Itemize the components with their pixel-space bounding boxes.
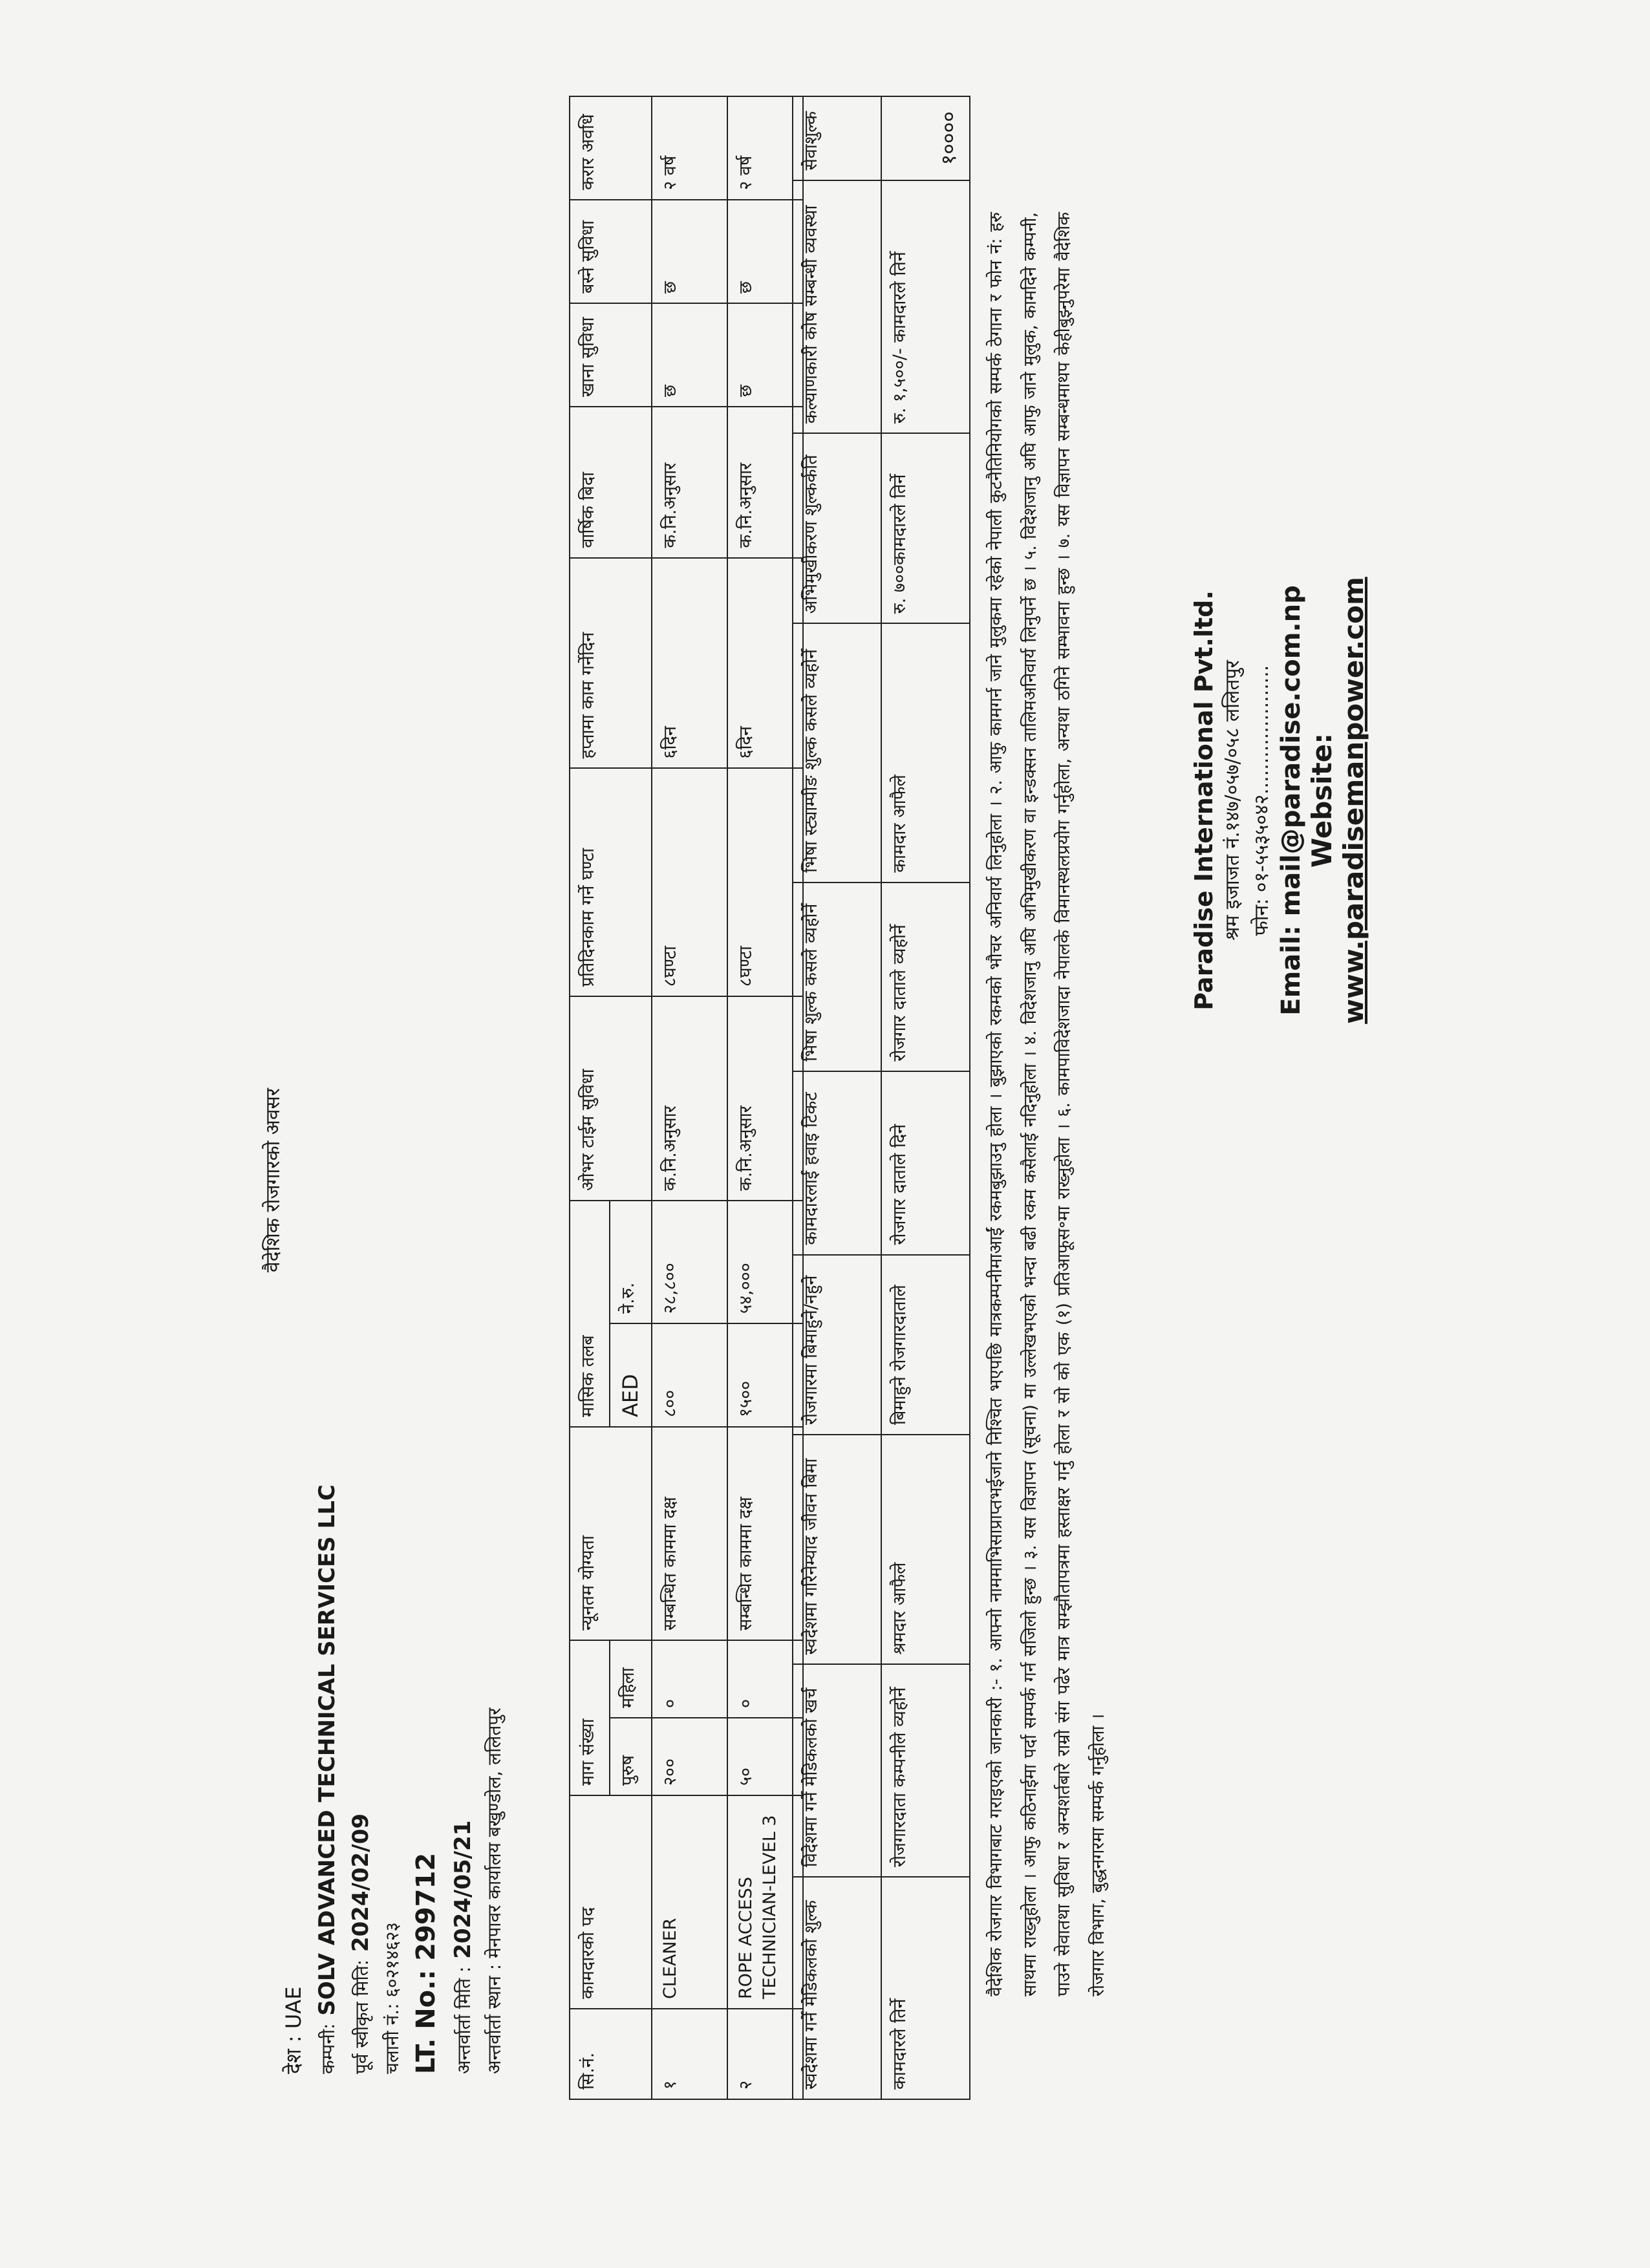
header-overtime: ओभर टाईम सुविधा — [570, 996, 652, 1201]
cell-aed: ८०० — [652, 1323, 727, 1427]
cell-food: छ — [652, 303, 727, 407]
cell-overtime: क.नि.अनुसार — [652, 996, 727, 1201]
cell-qualification: सम्बन्धित काममा दक्ष — [652, 1427, 727, 1640]
cell-annual-leave: क.नि.अनुसार — [652, 407, 727, 558]
agency-email[interactable]: Email: mail@paradise.com.np — [1276, 585, 1306, 1016]
fee-header-visa-stamping: भिषा स्ट्याम्पीङ शुल्क कसले व्यहोर्ने — [793, 623, 881, 882]
cell-contract: २ वर्ष — [727, 96, 803, 200]
fee-header-foreign-medical: विदेशमा गर्ने मेडिकलको खर्च — [793, 1664, 881, 1877]
agency-website-line — [1306, 509, 1369, 1091]
header-female: महिला — [610, 1640, 652, 1718]
header-qualification: न्यूनतम योग्यता — [570, 1427, 652, 1640]
interview-date: 2024/05/21 — [450, 1820, 477, 1959]
header-demand: माग संख्या — [570, 1640, 610, 1795]
lt-number: LT. No.: 299712 — [411, 1852, 442, 2074]
header-salary: मासिक तलब — [570, 1201, 610, 1427]
fee-employment-insurance: बिमाहुने रोजगारदाताले — [881, 1255, 970, 1435]
header-annual-leave: वार्षिक बिदा — [570, 407, 652, 558]
cell-sn: १ — [652, 2009, 727, 2099]
header-food: खाना सुविधा — [570, 303, 652, 407]
cell-overtime: क.नि.अनुसार — [727, 996, 803, 1201]
fee-local-medical: कामदारले तिर्ने — [881, 1877, 970, 2099]
header-male: पुरुष — [610, 1718, 652, 1795]
agency-license: श्रम इजाजत नं.१४७/०५७/०५८ ललितपुर — [1221, 660, 1244, 941]
cell-male: ५० — [727, 1718, 803, 1795]
table-row — [652, 96, 727, 2099]
approval-label: पूर्व स्वीकृत मिति: — [351, 1959, 373, 2074]
agency-phone: फोन: ०१-५५३५०४२..................... — [1250, 665, 1273, 936]
fee-header-service-charge: सेवाशुल्क — [793, 96, 881, 180]
fees-value-row — [881, 96, 970, 2099]
page-heading: वैदेशिक रोजगारको अवसर — [262, 1087, 284, 1272]
header-daily-hours: प्रतिदिनकाम गर्ने घण्टा — [570, 768, 652, 996]
job-meta — [278, 1484, 508, 2074]
interview-date-line — [446, 1484, 480, 2074]
fee-visa-stamping: कामदार आफैले — [881, 623, 970, 882]
cell-npr: ५४,००० — [727, 1201, 803, 1323]
cell-weekly-days: ६दिन — [727, 558, 803, 769]
table-header-row — [570, 96, 610, 2099]
approval-line — [344, 1484, 378, 2074]
cell-female: ० — [727, 1640, 803, 1718]
approval-date: 2024/02/09 — [348, 1813, 374, 1952]
cell-food: छ — [727, 303, 803, 407]
cell-contract: २ वर्ष — [652, 96, 727, 200]
cell-male: २०० — [652, 1718, 727, 1795]
cell-accommodation: छ — [727, 200, 803, 303]
fees-header-row — [793, 96, 881, 2099]
cell-qualification: सम्बन्धित काममा दक्ष — [727, 1427, 803, 1640]
cell-weekly-days: ६दिन — [652, 558, 727, 769]
fee-foreign-medical: रोजगारदाता कम्पनीले व्यहोर्ने — [881, 1664, 970, 1877]
cell-daily-hours: ८घण्टा — [727, 768, 803, 996]
fee-air-ticket: रोजगार दाताले दिने — [881, 1071, 970, 1255]
interview-date-label: अन्तर्वार्ता मिति : — [453, 1966, 475, 2074]
fee-service-charge: १०००० — [881, 96, 970, 180]
agency-name: Paradise International Pvt.ltd. — [1190, 590, 1218, 1011]
header-weekly-days: हप्तामा काम गर्नेदिन — [570, 558, 652, 769]
agency-block — [1190, 509, 1369, 1091]
cell-position: ROPE ACCESS TECHNICIAN-LEVEL 3 — [727, 1795, 803, 2009]
cell-npr: २८,८०० — [652, 1201, 727, 1323]
fees-table — [792, 96, 970, 2100]
chalani-number: चलानी नं.: ६०२१४६२३ — [381, 1922, 403, 2074]
header-npr: ने.रु. — [610, 1201, 652, 1323]
country: देश : UAE — [281, 1986, 306, 2074]
cell-accommodation: छ — [652, 200, 727, 303]
fee-visa-fee: रोजगार दाताले व्यहोर्ने — [881, 883, 970, 1071]
fee-header-welfare-fund: कल्याणकारी कोष सम्बन्धी व्यवस्था — [793, 180, 881, 434]
fee-header-life-insurance: स्वदेशमा गरिनेम्याद जीवन बिमा — [793, 1435, 881, 1664]
website-label: Website: — [1306, 733, 1338, 868]
fee-header-air-ticket: कामदारलाई हवाइ टिकट — [793, 1071, 881, 1255]
fee-header-orientation: अभिमुखीकरण शुल्कर्कति — [793, 433, 881, 623]
company-label: कम्पनी: — [317, 2023, 339, 2074]
fee-life-insurance: श्रमदार आफैले — [881, 1435, 970, 1664]
company-name: SOLV ADVANCED TECHNICAL SERVICES LLC — [314, 1484, 340, 2016]
agency-website-link[interactable]: www.paradisemanpower.com — [1338, 577, 1369, 1024]
fee-header-employment-insurance: रोजगारमा बिमाहुने/नहुने — [793, 1255, 881, 1435]
fee-welfare-fund: रु. १,५००/- कामदारले तिर्ने — [881, 180, 970, 434]
cell-sn: २ — [727, 2009, 803, 2099]
interview-place: अन्तर्वार्ता स्थान : मेनपावर कार्यालय बखुण्डोल, ललितपुर — [484, 1707, 506, 2074]
job-table — [569, 96, 804, 2100]
header-contract: करार अवधि — [570, 96, 652, 200]
fee-header-local-medical: स्वदेशमा गर्ने मेडिकलको शुल्क — [793, 1877, 881, 2099]
company-line — [310, 1484, 345, 2074]
department-notice: वैदेशिक रोजगार विभागबाट गराइएको जानकारी :- १. आफ्नो नाममाभिसाप्राप्तभईजाने निश्चित भएपछि मात्रकम्पनीमाआईं रकमबुझाउनु होला । बुझाएको रकमको भौचर अनिवार्य लिनुहोला । २. आफु कामगर्न जाने मुलुकमा रहेको नेपाली कुटनैतिनियोगको सम्पर्क ठेगाना र फोन नं: हरु साथमा राख्नुहोला । आफु कठिनाईमा पर्दा सम्पर्क गर्न सजिलो हुन्छ । ३. यस विज्ञापन (सूचना) मा उल्लेखभएको भन्दा बढी रकम कसैलाई नदिनुहोला । ४. विदेशजानु अघि अभिमुखीकरण वा इन्डक्सन तालिमअनिवार्य लिनुपर्ने छ । ५. विदेशजानु अघि आफु जाने मुलुक, कामदिने कम्पनी, पाउने सेवातथा सुविधा र अन्यशर्तबारे राम्रो संग पढेर मात्र सम्झौतापत्रमा हस्ताक्षर गर्नु होला र सो को एक (१) प्रतिआफूस॰मा राख्नुहोला । ६. कामपाविदेशजादा नेपालके विमानस्थलप्रयोग गर्नुहोला, अन्यथा ठगिने सम्भावना हुन्छ । ७. यस विज्ञापन सम्बन्धमाथप केहीबुझ्नुपरेमा वैदेशिक रोजगार विभाग, बुद्धनगरमा सम्पर्क गर्नुहोला । — [986, 212, 1108, 1996]
header-sn: सि.नं. — [570, 2009, 652, 2099]
header-position: कामदारको पद — [570, 1795, 652, 2009]
cell-female: ० — [652, 1640, 727, 1718]
cell-aed: १५०० — [727, 1323, 803, 1427]
cell-annual-leave: क.नि.अनुसार — [727, 407, 803, 558]
header-aed: AED — [610, 1323, 652, 1427]
cell-daily-hours: ८घण्टा — [652, 768, 727, 996]
cell-position: CLEANER — [652, 1795, 727, 2009]
fee-header-visa-fee: भिषा शुल्क कसले व्यहोर्ने — [793, 883, 881, 1071]
fee-orientation: रु. ७००कामदारले तिर्ने — [881, 433, 970, 623]
header-accommodation: बस्ने सुविधा — [570, 200, 652, 303]
